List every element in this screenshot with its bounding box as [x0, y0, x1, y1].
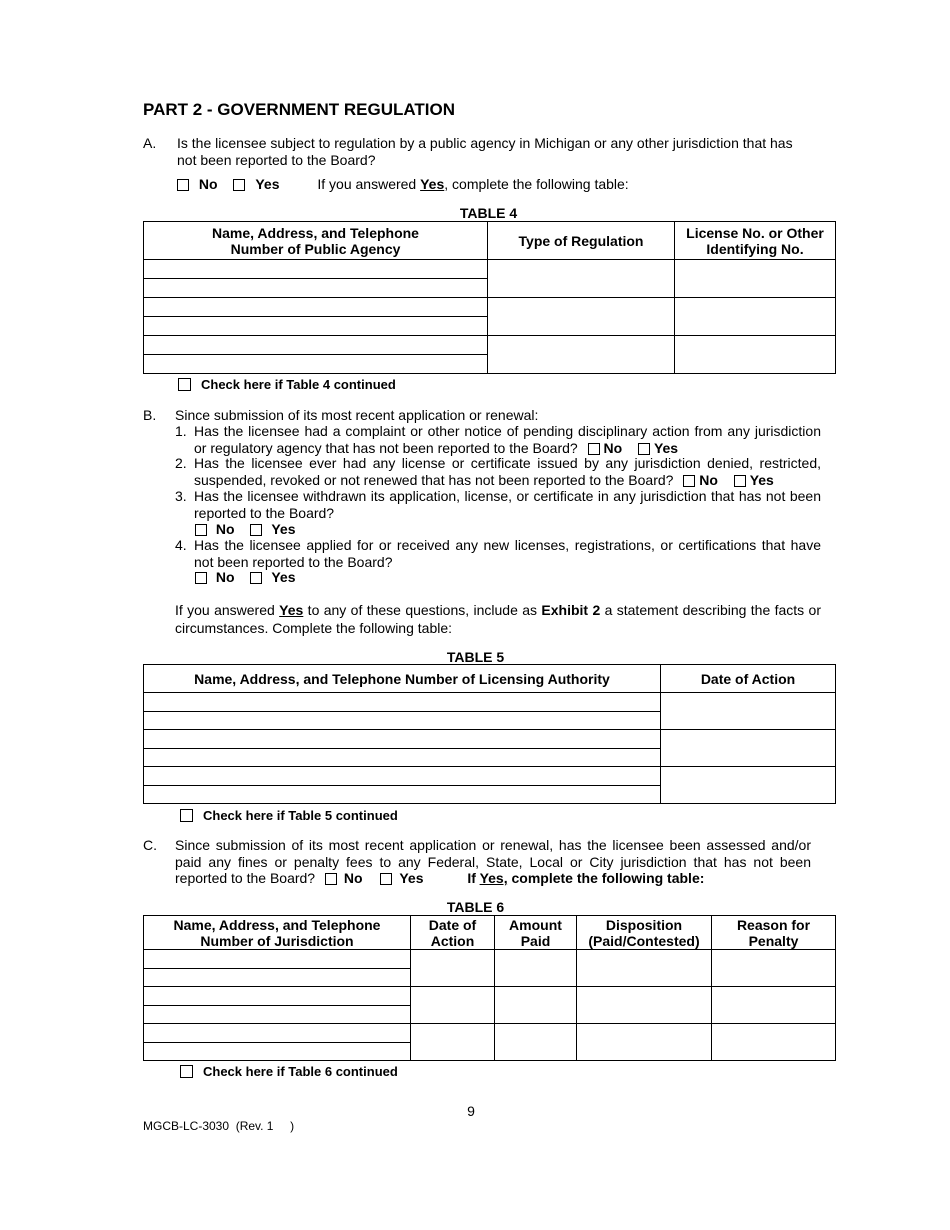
table4-continued-label: Check here if Table 4 continued	[201, 377, 396, 392]
section-c-no-label: No	[343, 870, 363, 886]
q4-answer-row	[195, 569, 295, 586]
table6-cell[interactable]	[577, 987, 712, 1024]
table4-cell[interactable]	[675, 298, 836, 336]
section-a-letter: A.	[143, 135, 157, 151]
q4-yes-checkbox[interactable]	[250, 572, 262, 584]
table6-cell[interactable]	[712, 1024, 836, 1061]
section-a-instr-pre: If you answered	[317, 176, 421, 192]
section-b-intro: Since submission of its most recent application or renewal:	[175, 407, 539, 423]
q1-no-label: No	[603, 439, 623, 456]
table4-cell[interactable]	[144, 336, 488, 355]
table4-continued-row	[178, 377, 396, 392]
q4-number: 4.	[175, 537, 187, 553]
table5-continued-row	[180, 808, 398, 823]
section-c-yes-checkbox[interactable]	[380, 873, 392, 885]
section-c-instr-pre: If	[467, 870, 480, 886]
table4-cell[interactable]	[144, 355, 488, 374]
part-title: PART 2 - GOVERNMENT REGULATION	[143, 100, 455, 119]
table6-header-reason: Reason for Penalty	[712, 916, 836, 950]
q4-yes-label: Yes	[271, 569, 296, 585]
table6-continued-label: Check here if Table 6 continued	[203, 1064, 398, 1079]
section-a-yes-checkbox[interactable]	[233, 179, 245, 191]
table6-continued-checkbox[interactable]	[180, 1065, 193, 1078]
section-c-yes-label: Yes	[399, 870, 424, 886]
section-a-instr-yes: Yes	[420, 176, 445, 192]
table6-header-amount: Amount Paid	[495, 916, 577, 950]
table6-header-name: Name, Address, and Telephone Number of Jurisdiction	[144, 916, 411, 950]
table6-cell[interactable]	[144, 1042, 411, 1061]
q3-yes-checkbox[interactable]	[250, 524, 262, 536]
table6	[143, 915, 836, 1061]
table4-cell[interactable]	[675, 260, 836, 298]
q1-text: Has the licensee had a complaint or other notice of pending disciplinary action from any jurisdiction or regulatory agency that has not been reported to the Board? No Yes	[194, 423, 821, 456]
table6-cell[interactable]	[411, 1024, 495, 1061]
q2-yes-label: Yes	[749, 471, 774, 488]
table6-cell[interactable]	[144, 1005, 411, 1024]
section-c-instr-yes: Yes,	[479, 870, 508, 886]
q2-number: 2.	[175, 455, 187, 471]
table4-cell[interactable]	[144, 260, 488, 279]
q2-yes-checkbox[interactable]	[734, 475, 746, 487]
table6-cell[interactable]	[577, 950, 712, 987]
section-a-answer-row	[177, 176, 629, 193]
q1-number: 1.	[175, 423, 187, 439]
table4-header-type: Type of Regulation	[488, 222, 675, 260]
table6-cell[interactable]	[144, 987, 411, 1006]
table5-cell[interactable]	[144, 711, 661, 730]
table4-cell[interactable]	[144, 279, 488, 298]
table5-cell[interactable]	[144, 693, 661, 712]
table4-cell[interactable]	[144, 298, 488, 317]
table6-caption: TABLE 6	[446, 899, 505, 915]
section-c-instr-post: complete the following table:	[507, 870, 705, 886]
table6-cell[interactable]	[411, 987, 495, 1024]
table6-cell[interactable]	[144, 1024, 411, 1043]
table6-continued-row	[180, 1064, 398, 1079]
q3-number: 3.	[175, 488, 187, 504]
table6-cell[interactable]	[577, 1024, 712, 1061]
q4-no-checkbox[interactable]	[195, 572, 207, 584]
q1-yes-label: Yes	[653, 439, 679, 456]
q1-no-checkbox[interactable]	[588, 443, 600, 455]
section-c-question: Since submission of its most recent application or renewal, has the licensee been assessed and/or paid any fines or penalty fees to any Federal, State, Local or City jurisdiction that has not been reported to the Board? No Yes If Yes, complete the following table:	[175, 837, 811, 886]
table4-cell[interactable]	[488, 336, 675, 374]
table5-cell[interactable]	[661, 730, 836, 767]
table4-cell[interactable]	[144, 317, 488, 336]
table5-cell[interactable]	[144, 748, 661, 767]
q3-text: Has the licensee withdrawn its application, license, or certificate in any jurisdiction that has not been reported to the Board?	[194, 488, 821, 521]
table5-cell[interactable]	[144, 785, 661, 804]
table6-cell[interactable]	[495, 987, 577, 1024]
table5-cell[interactable]	[144, 730, 661, 749]
table4-header-name: Name, Address, and Telephone Number of Public Agency	[144, 222, 488, 260]
table6-header-disposition: Disposition (Paid/Contested)	[577, 916, 712, 950]
table6-cell[interactable]	[144, 968, 411, 987]
q3-no-label: No	[215, 521, 235, 537]
exhibit-instruction: If you answered Yes to any of these questions, include as Exhibit 2 a statement describing the facts or circumstances. Complete the following table:	[175, 602, 821, 636]
table5-header-date: Date of Action	[661, 665, 836, 693]
q2-no-label: No	[699, 471, 718, 488]
q3-answer-row	[195, 521, 295, 538]
table6-cell[interactable]	[495, 950, 577, 987]
table4-header-license: License No. or Other Identifying No.	[675, 222, 836, 260]
section-a-question: Is the licensee subject to regulation by a public agency in Michigan or any other jurisdiction that has not been reported to the Board?	[177, 135, 793, 168]
q2-text: Has the licensee ever had any license or certificate issued by any jurisdiction denied, restricted, suspended, revoked or not renewed that has not been reported to the Board? No Yes	[194, 455, 821, 488]
table5	[143, 664, 836, 804]
table6-cell[interactable]	[712, 987, 836, 1024]
section-a-instr-post: , complete the following table:	[444, 176, 629, 192]
table5-continued-label: Check here if Table 5 continued	[203, 808, 398, 823]
table4	[143, 221, 836, 374]
table5-cell[interactable]	[661, 693, 836, 730]
q4-text: Has the licensee applied for or received any new licenses, registrations, or certifications that have not been reported to the Board?	[194, 537, 821, 570]
table6-cell[interactable]	[411, 950, 495, 987]
table5-cell[interactable]	[661, 767, 836, 804]
table4-cell[interactable]	[488, 260, 675, 298]
section-a-no-label: No	[198, 176, 218, 192]
table4-cell[interactable]	[488, 298, 675, 336]
section-a-yes-label: Yes	[255, 176, 280, 192]
q3-no-checkbox[interactable]	[195, 524, 207, 536]
table5-continued-checkbox[interactable]	[180, 809, 193, 822]
table5-header-name: Name, Address, and Telephone Number of Licensing Authority	[144, 665, 661, 693]
form-id: MGCB-LC-3030 (Rev. 1 )	[143, 1119, 295, 1133]
section-a-no-checkbox[interactable]	[177, 179, 189, 191]
table6-cell[interactable]	[144, 950, 411, 969]
q4-no-label: No	[215, 569, 235, 585]
table4-caption: TABLE 4	[459, 205, 518, 221]
table5-cell[interactable]	[144, 767, 661, 786]
table4-cell[interactable]	[675, 336, 836, 374]
section-c-letter: C.	[143, 837, 157, 853]
q2-no-checkbox[interactable]	[683, 475, 695, 487]
section-b-letter: B.	[143, 407, 157, 423]
table6-header-date: Date of Action	[411, 916, 495, 950]
q1-yes-checkbox[interactable]	[638, 443, 650, 455]
table4-continued-checkbox[interactable]	[178, 378, 191, 391]
table6-cell[interactable]	[495, 1024, 577, 1061]
section-c-no-checkbox[interactable]	[325, 873, 337, 885]
q3-yes-label: Yes	[271, 521, 296, 537]
table6-cell[interactable]	[712, 950, 836, 987]
table5-caption: TABLE 5	[446, 649, 505, 665]
page-number: 9	[467, 1103, 475, 1119]
